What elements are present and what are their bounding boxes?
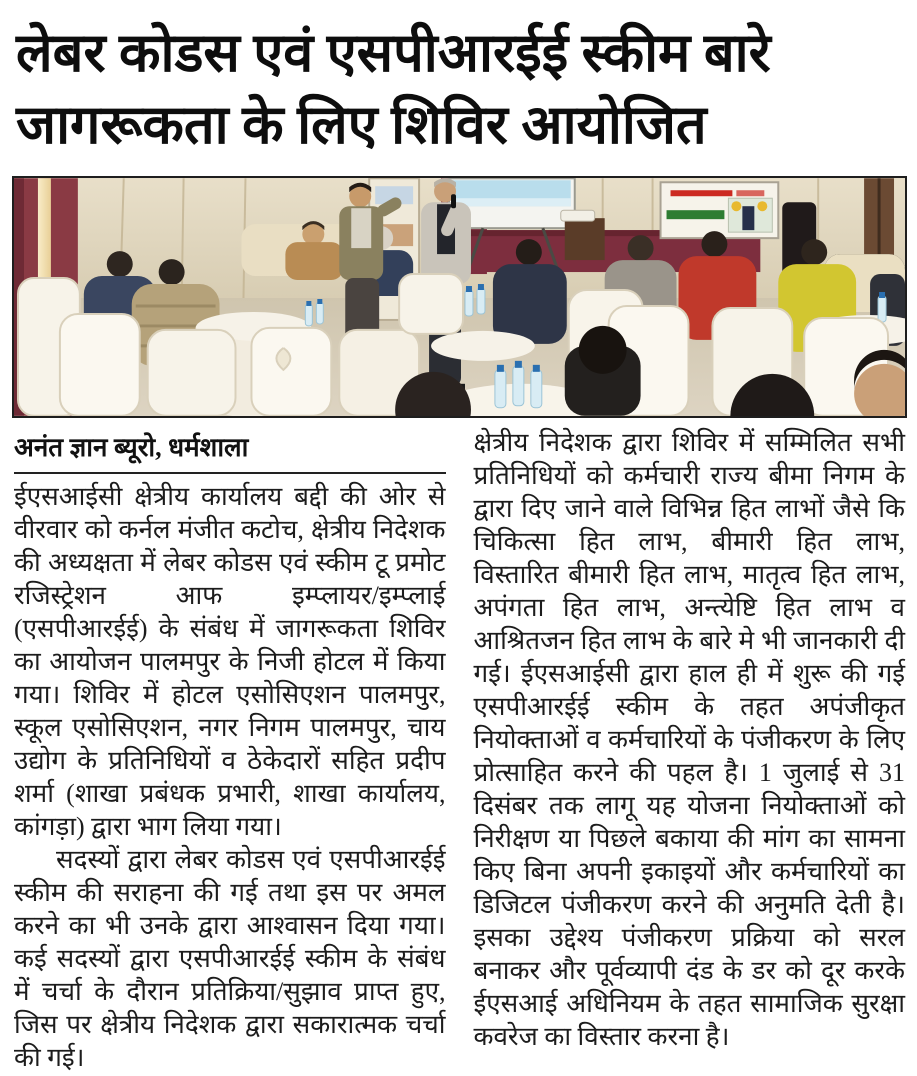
headline (0, 0, 917, 170)
water-bottles (495, 360, 542, 407)
conference-photo (12, 176, 907, 418)
article-body (0, 418, 917, 1074)
body-paragraph-1: ईएसआईसी क्षेत्रीय कार्यालय बद्दी की ओर से वीरवार को कर्नल मंजीत कटोच, क्षेत्रीय निदेशक की अध्यक्षता में लेबर कोडस एवं स्कीम टू प्रमोट रजिस्ट्रेशन आफ इम्प्लायर/इम्प्लाई (एसपीआरईई) के संबंध में जागरूकता शिविर का आयोजन पालमपुर के निजी होटल में किया गया। शिविर में होटल एसोसिएशन पालमपुर, स्कूल एसोसिएशन, नगर निगम पालमपुर, चाय उद्योग के प्रतिनिधियों व ठेकेदारों सहित प्रदीप शर्मा (शाखा प्रबंधक प्रभारी, शाखा कार्यालय, कांगड़ा) द्वारा भाग लिया गया। (14, 481, 446, 841)
headline-line-1: लेबर कोडस एवं एसपीआरईई स्कीम बारे (16, 23, 771, 83)
byline-text: अनंत ज्ञान ब्यूरो, धर्मशाला (14, 432, 249, 462)
body-paragraph-2: सदस्यों द्वारा लेबर कोडस एवं एसपीआरईई स्कीम की सराहना की गई तथा इस पर अमल करने का भी उनके द्वारा आश्वासन दिया गया। कई सदस्यों द्वारा एसपीआरईई स्कीम के संबंध में चर्चा के दौरान प्रतिक्रिया/सुझाव प्राप्त हुए, जिस पर क्षेत्रीय निदेशक द्वारा सकारात्मक चर्चा की गई। (14, 844, 446, 1072)
conference-photo-illustration (14, 178, 905, 416)
byline (14, 426, 446, 474)
spree-wall-banner (661, 182, 779, 238)
left-column (14, 426, 446, 1074)
microphone (451, 194, 456, 208)
body-paragraph-3: क्षेत्रीय निदेशक द्वारा शिविर में सम्मिलित सभी प्रतिनिधियों को कर्मचारी राज्य बीमा निगम के द्वारा दिए जाने वाले विभिन्न हित लाभों जैसे कि चिकित्सा हित लाभ, बीमारी हित लाभ, विस्तारित बीमारी हित लाभ, मातृत्व हित लाभ, अपंगता हित लाभ, अन्त्येष्टि हित लाभ व आश्रितजन हित लाभ के बारे मे भी जानकारी दी गई। ईएसआईसी द्वारा हाल ही में शुरू की गई एसपीआरईई स्कीम के तहत अपंजीकृत नियोक्ताओं व कर्मचारियों के पंजीकरण के लिए प्रोत्साहित करने की पहल है। 1 जुलाई से 31 दिसंबर तक लागू यह योजना नियोक्ताओं को निरीक्षण या पिछले बकाया की मांग का सामना किए बिना अपनी इकाइयों और कर्मचारियों का डिजिटल पंजीकरण करने की अनुमति देती है। इसका उद्देश्य पंजीकरण प्रक्रिया को सरल बनाकर और पूर्वव्यापी दंड के डर को दूर करके ईएसआई अधिनियम के तहत सामाजिक सुरक्षा कवरेज का विस्तार करना है। (473, 427, 905, 1051)
right-column (474, 426, 906, 1074)
headline-line-2: जागरूकता के लिए शिविर आयोजित (16, 94, 707, 155)
